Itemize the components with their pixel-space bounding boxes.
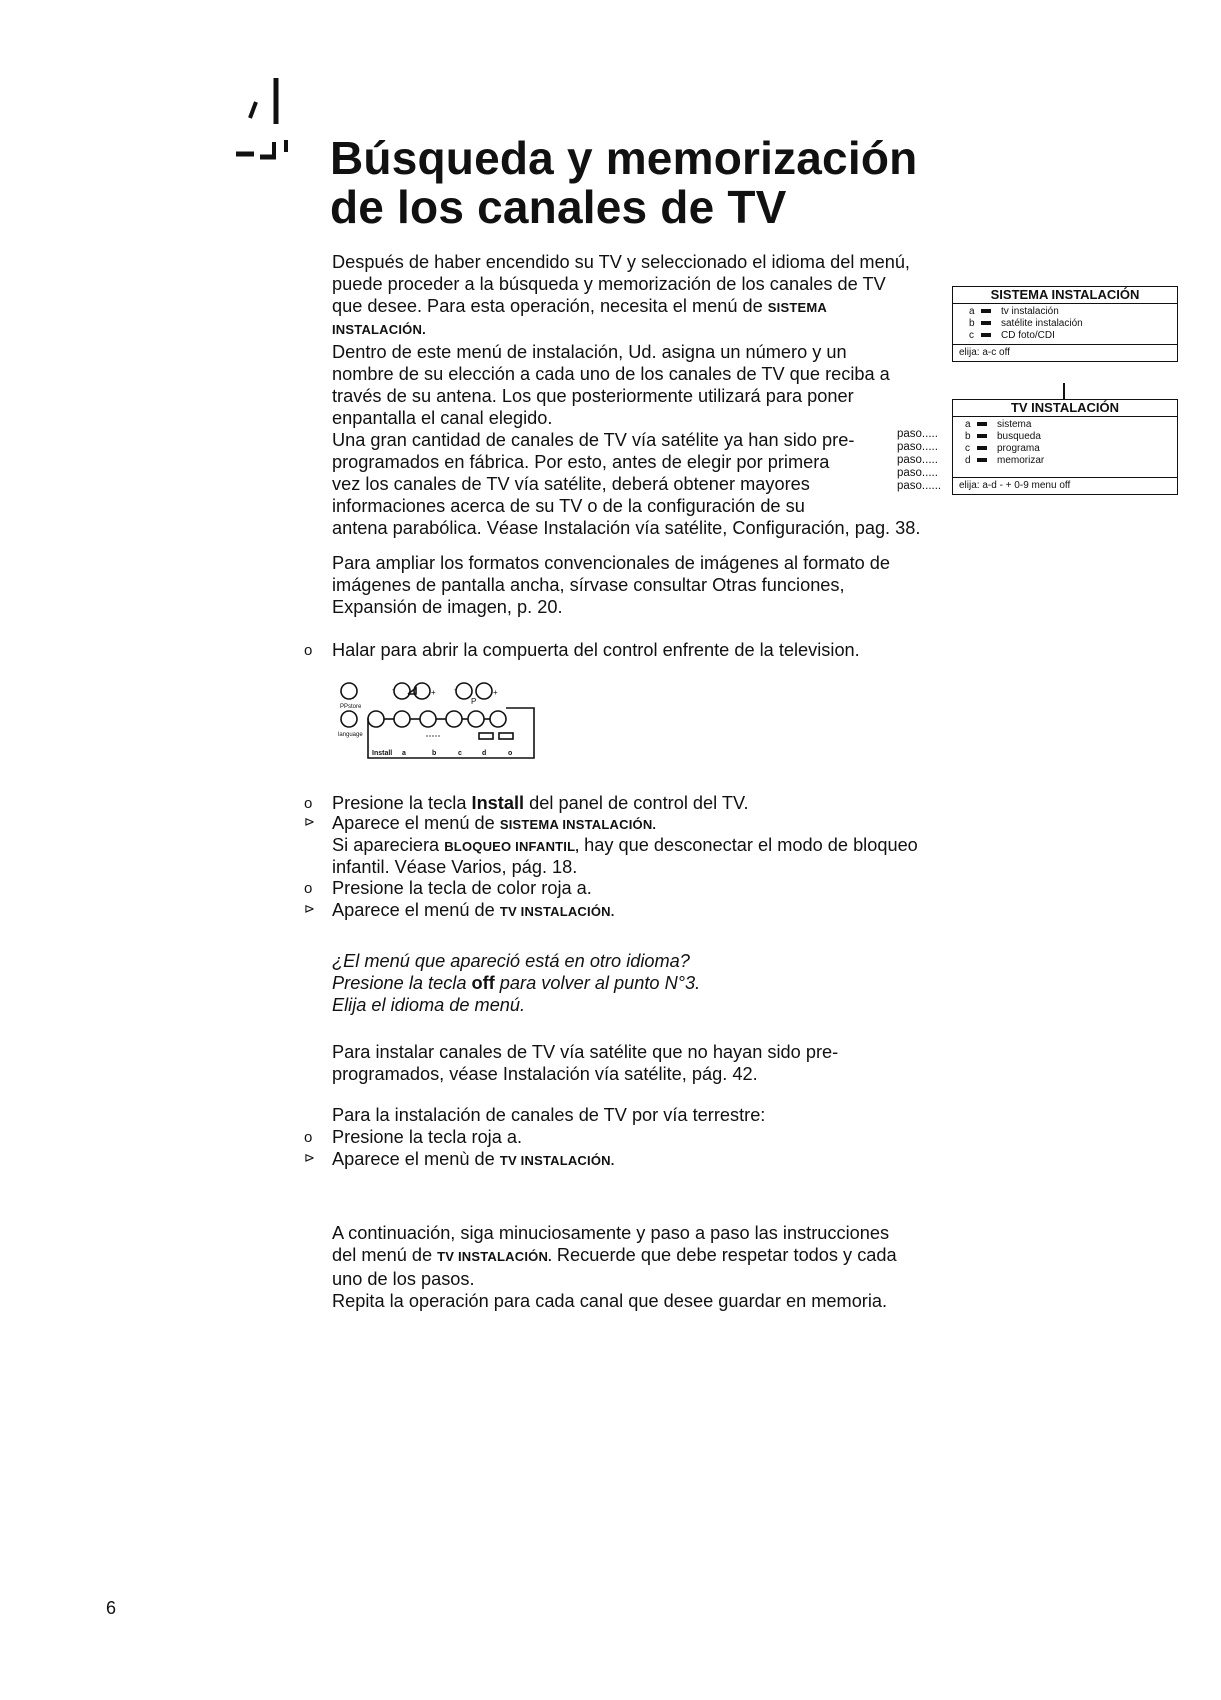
minus-label: -: [392, 685, 395, 694]
widescreen-line: Para ampliar los formatos convencionales de imágenes al formato de: [332, 553, 891, 573]
tv-instalacion-term: TV INSTALACIÓN.: [499, 1153, 615, 1168]
menu-item-label: sistema: [997, 419, 1032, 430]
page-title: [330, 134, 917, 232]
closing-text: del menú de: [332, 1245, 438, 1265]
menu-item-label: programa: [997, 443, 1040, 454]
intro-text: que desee. Para esta operación, necesita el menú de: [332, 296, 768, 316]
volume-minus-button: [394, 683, 410, 699]
step-text: Aparece el menú de: [332, 900, 500, 920]
intro-line: puede proceder a la búsqueda y memorización de los canales de TV: [332, 274, 886, 294]
program-plus-button: [476, 683, 492, 699]
chapter-number-graphic: [228, 72, 308, 162]
note-bloqueo: [332, 834, 918, 858]
language-note: [332, 950, 700, 1016]
step-press-red: Presione la tecla de color roja a.: [332, 878, 592, 898]
language-label: language: [338, 732, 363, 738]
menu-item-label: memorizar: [997, 455, 1045, 466]
menu-item: [965, 443, 1177, 455]
menu-item: [969, 318, 1177, 330]
language-note-line: [332, 972, 700, 994]
key-b-label: b: [432, 750, 437, 757]
plus-label: +: [493, 688, 498, 697]
terrestrial-result: [332, 1148, 615, 1172]
step-open-panel: Halar para abrir la compuerta del control enfrente de la television.: [332, 640, 860, 660]
menu-item: [965, 419, 1177, 431]
menu-item: [965, 455, 1177, 467]
terrestrial-intro: Para la instalación de canales de TV por vía terrestre:: [332, 1105, 766, 1125]
menu-item-bullet: [981, 309, 991, 313]
menu-item-label: busqueda: [997, 431, 1041, 442]
control-panel-graphic: [336, 678, 546, 762]
sistema-instalacion-term: SISTEMA INSTALACIÓN.: [499, 817, 657, 832]
menu-tv-instalacion: [952, 399, 1178, 495]
intro-line: [332, 295, 972, 319]
intro-line: Después de haber encendido su TV y seleccionado el idioma del menú,: [332, 252, 910, 272]
key-a-label: a: [402, 750, 406, 757]
paso-label: paso.....: [897, 428, 938, 440]
paso-label: paso.....: [897, 454, 938, 466]
off-key-name: off: [471, 973, 495, 993]
bullet-circle: o: [304, 1129, 313, 1146]
menu-tv-title: TV INSTALACIÓN: [953, 400, 1177, 417]
key-o-label: o: [508, 750, 513, 757]
key-d-label: d: [482, 750, 487, 757]
paso-label: paso......: [897, 480, 942, 492]
widescreen-paragraph: [332, 552, 952, 618]
intro-line: programados en fábrica. Por esto, antes de elegir por primera: [332, 452, 830, 472]
install-key-name: Install: [471, 793, 525, 813]
result-sistema-menu: [332, 812, 656, 836]
title-line-2: de los canales de TV: [330, 181, 787, 233]
note-bloqueo-cont: infantil. Véase Varios, pág. 18.: [332, 857, 578, 877]
key-c-label: c: [458, 750, 462, 757]
menu-item-key: c: [969, 330, 974, 341]
menu-sistema-footer: elija: a-c off: [953, 344, 1177, 361]
menu-item-bullet: [977, 446, 987, 450]
plus-label: +: [431, 688, 436, 697]
menu-item-bullet: [977, 434, 987, 438]
chapter-number: [228, 72, 308, 162]
program-minus-button: [456, 683, 472, 699]
satellite-note-line: programados, véase Instalación vía satélite, pág. 42.: [332, 1064, 758, 1084]
step-text: Aparece el menù de: [332, 1149, 500, 1169]
widescreen-line: imágenes de pantalla ancha, sírvase consultar Otras funciones,: [332, 575, 845, 595]
paso-label: paso.....: [897, 441, 938, 453]
intro-line: Una gran cantidad de canales de TV vía satélite ya han sido pre-: [332, 430, 855, 450]
control-panel-illustration: [336, 678, 546, 762]
intro-paragraph: [332, 251, 972, 539]
satellite-note-line: Para instalar canales de TV vía satélite que no hayan sido pre-: [332, 1042, 839, 1062]
closing-paragraph: [332, 1222, 897, 1312]
menu-item: [969, 330, 1177, 342]
bullet-circle: o: [304, 880, 313, 897]
terrestrial-step: Presione la tecla roja a.: [332, 1127, 523, 1147]
note-text: Presione la tecla: [332, 973, 472, 993]
instalacion-term: INSTALACIÓN.: [332, 322, 426, 337]
menu-item-key: b: [965, 431, 971, 442]
menu-item-bullet: [977, 422, 987, 426]
intro-line: Dentro de este menú de instalación, Ud. asigna un número y un: [332, 342, 847, 362]
widescreen-line: Expansión de imagen, p. 20.: [332, 597, 563, 617]
menu-sistema-items: [953, 304, 1177, 344]
intro-line: través de su antena. Los que posteriormente utilizará para poner: [332, 386, 854, 406]
intro-line: enpantalla el canal elegido.: [332, 408, 553, 428]
closing-text: Recuerde que debe respetar todos y cada: [551, 1245, 897, 1265]
menu-item-key: a: [969, 306, 975, 317]
language-note-line: Elija el idioma de menú.: [332, 995, 526, 1015]
menu-item-bullet: [981, 333, 991, 337]
bullet-arrow: ⊳: [304, 901, 315, 916]
tv-instalacion-term: TV INSTALACIÓN.: [499, 904, 615, 919]
step-text: del panel de control del TV.: [524, 793, 749, 813]
closing-line: A continuación, siga minuciosamente y paso a paso las instrucciones: [332, 1223, 890, 1243]
menu-sistema-instalacion: [952, 286, 1178, 362]
menu-item: [965, 431, 1177, 443]
page-number: 6: [106, 1598, 117, 1618]
menu-item-label: tv instalación: [1001, 306, 1059, 317]
intro-line: nombre de su elección a cada uno de los canales de TV que reciba a: [332, 364, 890, 384]
paso-label: paso.....: [897, 467, 938, 479]
sistema-term: SISTEMA: [767, 300, 827, 315]
ppstore-label: PPstore: [340, 704, 362, 710]
step-text: Presione la tecla: [332, 793, 472, 813]
language-note-line: ¿El menú que apareció está en otro idioma?: [332, 951, 690, 971]
tv-instalacion-term: TV INSTALACIÓN.: [437, 1249, 552, 1264]
result-tv-menu: [332, 899, 615, 923]
step-text: Aparece el menú de: [332, 813, 500, 833]
menu-item-bullet: [977, 458, 987, 462]
ppstore-button: [341, 683, 357, 699]
intro-line: vez los canales de TV vía satélite, deberá obtener mayores: [332, 474, 810, 494]
menu-item: [969, 306, 1177, 318]
menu-sistema-title: SISTEMA INSTALACIÓN: [953, 287, 1177, 304]
step-press-install: [332, 792, 749, 814]
title-line-1: Búsqueda y memorización: [330, 132, 918, 184]
note-text: para volver al punto N°3.: [494, 973, 701, 993]
language-button: [341, 711, 357, 727]
minus-label: -: [454, 685, 457, 694]
closing-line: [332, 1244, 897, 1268]
bullet-circle: o: [304, 795, 313, 812]
step-text: hay que desconectar el modo de bloqueo: [579, 835, 918, 855]
intro-line: antena parabólica. Véase Instalación vía satélite, Configuración, pag. 38.: [332, 518, 921, 538]
satellite-note: [332, 1041, 838, 1085]
menu-item-bullet: [981, 321, 991, 325]
p-label: P: [471, 697, 477, 706]
menu-item-label: CD foto/CDI: [1001, 330, 1055, 341]
bullet-arrow: ⊳: [304, 814, 315, 829]
closing-line: uno de los pasos.: [332, 1269, 475, 1289]
menu-item-label: satélite instalación: [1001, 318, 1083, 329]
bullet-circle: o: [304, 642, 313, 659]
menu-item-key: d: [965, 455, 971, 466]
bullet-arrow: ⊳: [304, 1150, 315, 1165]
step-text: Si apareciera: [332, 835, 445, 855]
menu-item-key: a: [965, 419, 971, 430]
menu-item-key: b: [969, 318, 975, 329]
intro-line: informaciones acerca de su TV o de la configuración de su: [332, 496, 805, 516]
menu-tv-footer: elija: a-d - + 0-9 menu off: [953, 477, 1177, 494]
install-label: Install: [372, 750, 393, 757]
menu-connector-line: [1063, 383, 1065, 399]
menu-item-key: c: [965, 443, 970, 454]
bloqueo-infantil-term: BLOQUEO INFANTIL,: [444, 839, 580, 854]
closing-line: Repita la operación para cada canal que desee guardar en memoria.: [332, 1291, 888, 1311]
menu-tv-items: [953, 417, 1177, 469]
